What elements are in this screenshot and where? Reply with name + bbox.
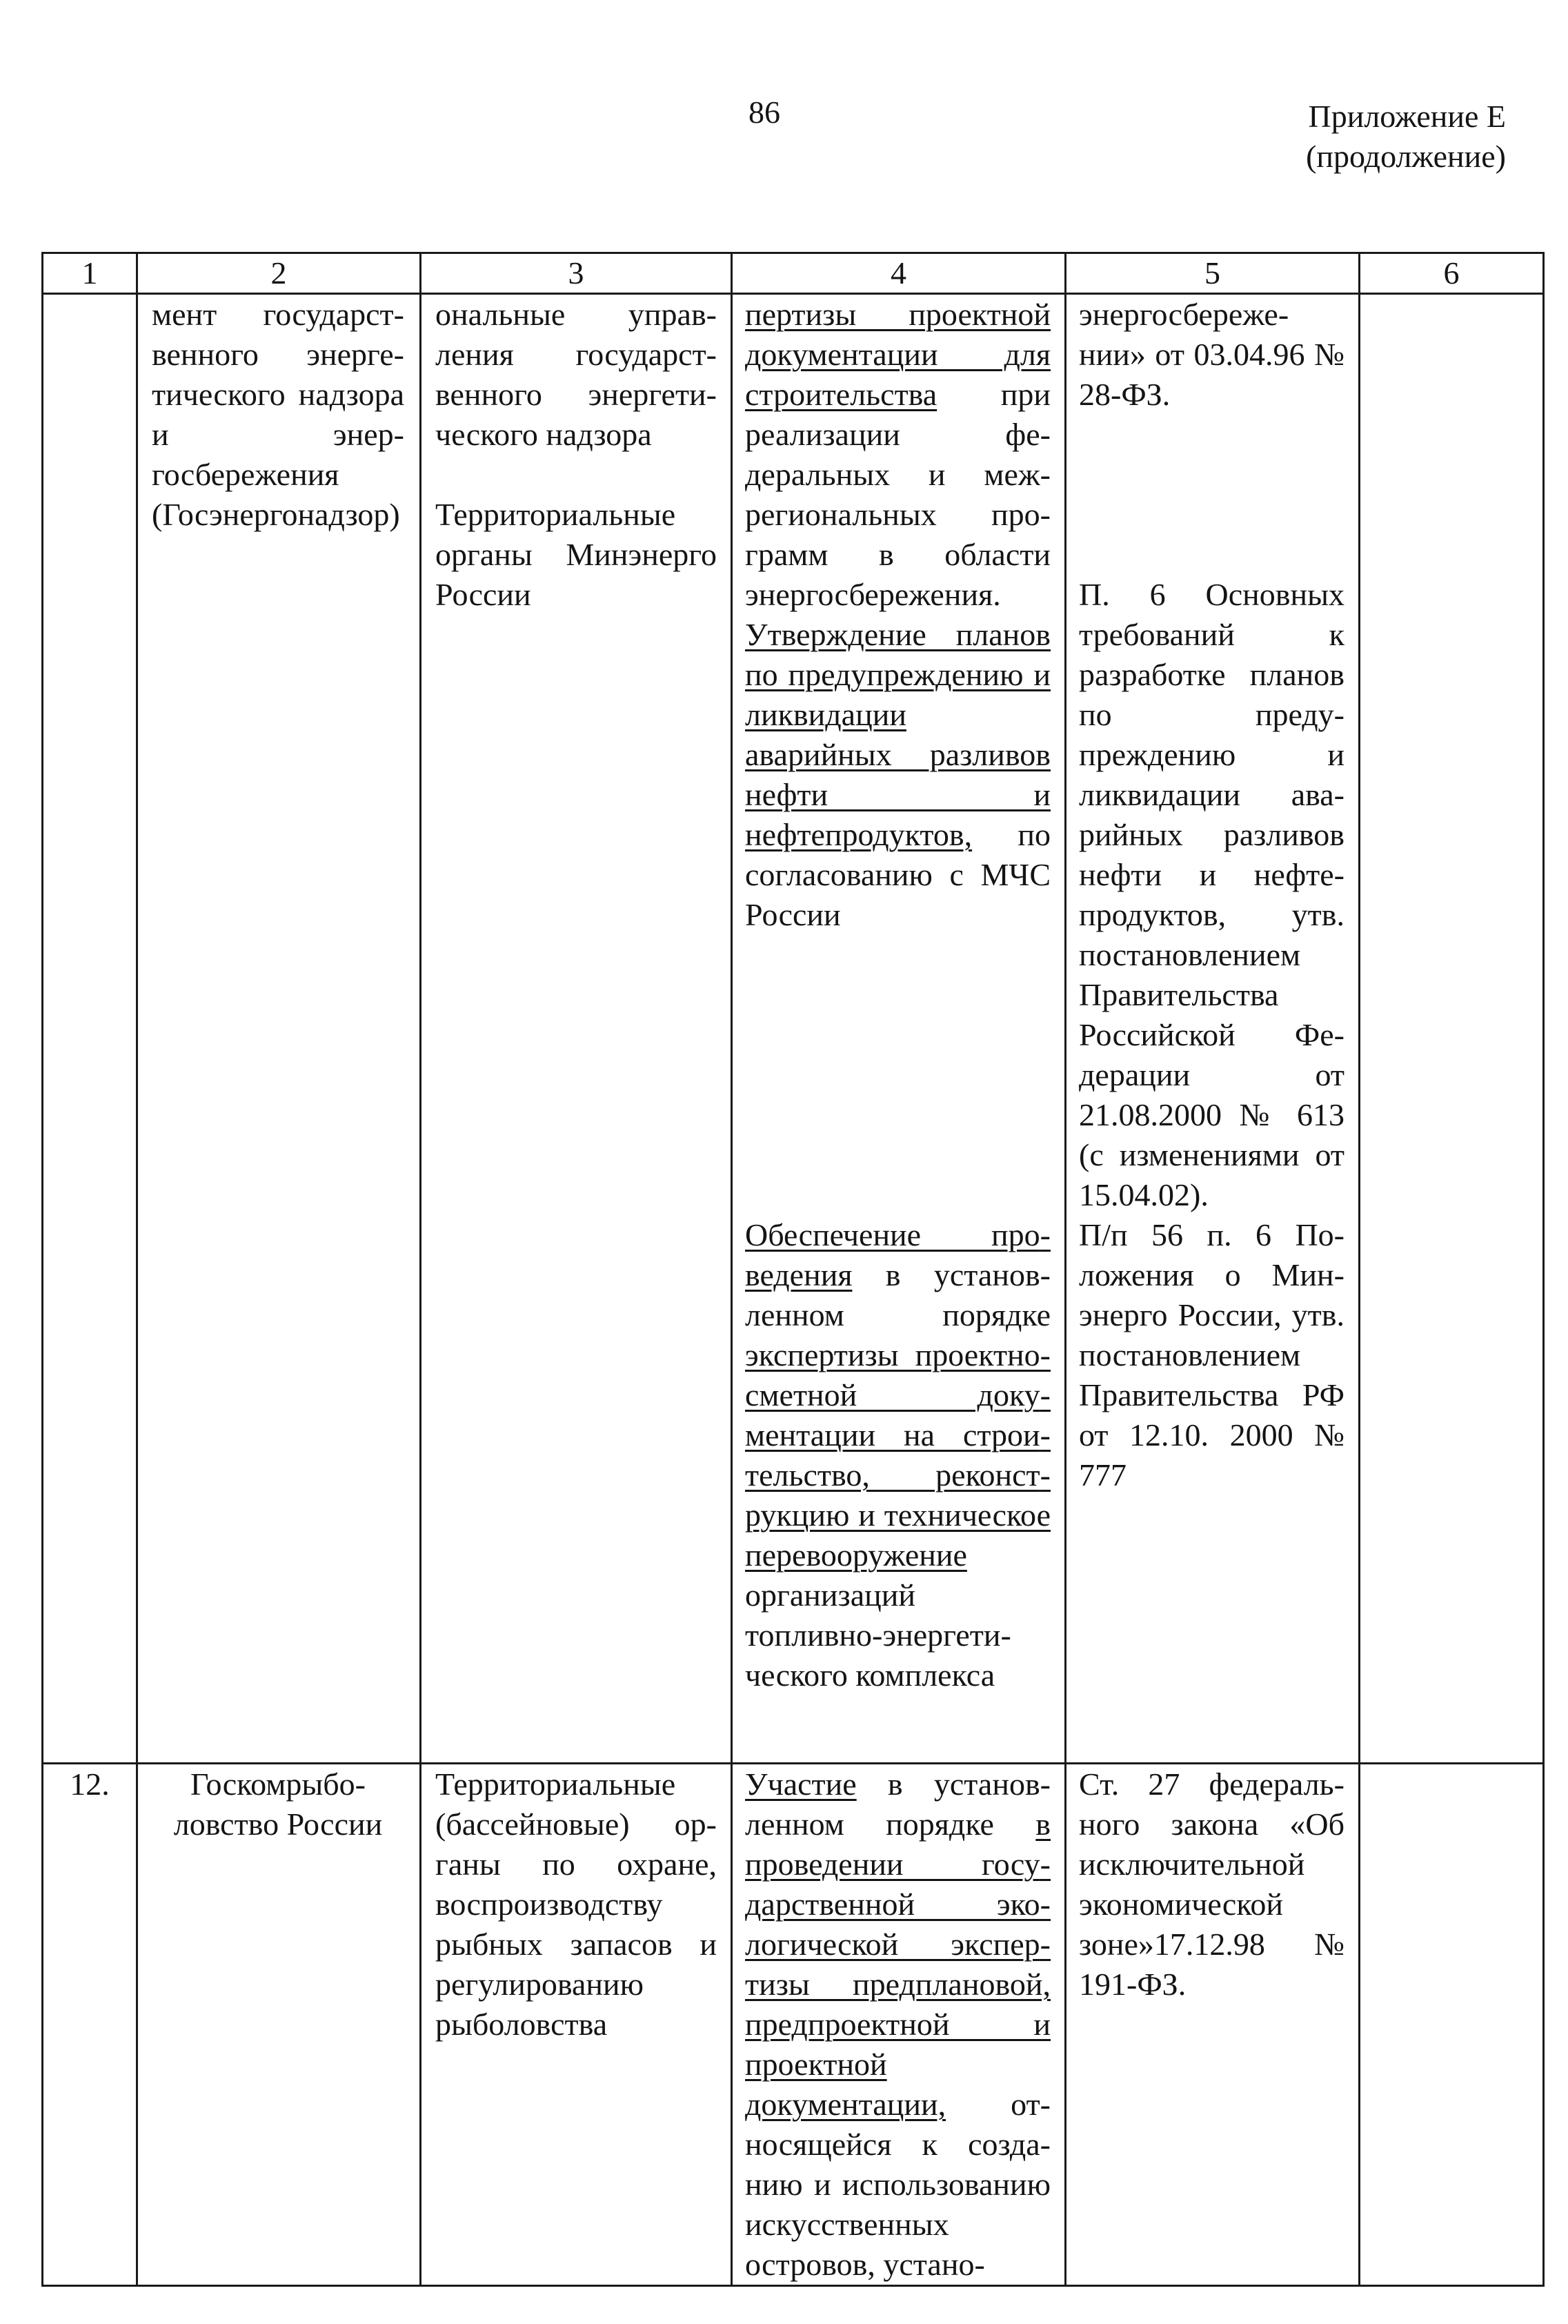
legal-basis-b: П. 6 Основных требований к разработке планов по предупреждению и ликвидации аварийных разливов нефти и нефтепродуктов, утв. постановлением Правительства Российской Федерации от 21.08.2000 № 613 (с изменениями от 15.04.02).	[1079, 577, 1344, 1212]
function-text-1: в установленном порядке	[745, 1766, 1051, 1842]
function-a	[745, 295, 1051, 615]
territorial-bodies-text: Территориальные (бассейновые) органы по охране, воспроизводству рыбных запасов и регулированию рыболовства	[435, 1766, 717, 2042]
territorial-bodies-text-b: Территориальные органы Минэнерго России	[435, 497, 717, 612]
column-header-6: 6	[1360, 253, 1544, 294]
function-c-underlined-2: экспертизы проектно-сметной документации на строительство, реконструкцию и техническое перевооружение	[745, 1337, 1051, 1573]
appendix-header	[1306, 97, 1506, 177]
agency-name-cell	[137, 294, 421, 1764]
territorial-bodies-cell	[421, 294, 732, 1764]
function-text	[745, 1764, 1051, 2285]
row-number-cell: 12.	[43, 1764, 137, 2286]
function-a-underlined: пертизы проектной документации для строительства	[745, 297, 1051, 412]
function-text-2: относящейся к созданию и использованию искусственных островов, устано-	[745, 2087, 1051, 2282]
agency-name-text: Госкомрыболовство России	[173, 1766, 383, 1842]
legal-basis-text: Ст. 27 федерального закона «Об исключительной экономической зоне»17.12.98 № 191-ФЗ.	[1079, 1766, 1344, 2002]
agency-name-cell	[137, 1764, 421, 2286]
column-header-2: 2	[137, 253, 421, 294]
row-number-cell	[43, 294, 137, 1764]
legal-basis-cell	[1066, 1764, 1360, 2286]
function-c	[745, 1215, 1051, 1695]
territorial-bodies-text-a: ональные управления государственного энергетического надзора	[435, 297, 717, 452]
function-b	[745, 615, 1051, 935]
table-row-12	[43, 1764, 1544, 2286]
function-underlined-1: Участие	[745, 1766, 857, 1802]
appendix-title: Приложение Е	[1308, 99, 1506, 134]
territorial-bodies-cell	[421, 1764, 732, 2286]
function-b-underlined: Утверждение планов по предупреждению и ликвидации аварийных разливов нефти и нефтепродуктов,	[745, 617, 1051, 852]
column-header-3: 3	[421, 253, 732, 294]
column-header-4: 4	[732, 253, 1066, 294]
column-number-row	[43, 253, 1544, 294]
column-header-1: 1	[43, 253, 137, 294]
function-c-text-1: в установленном порядке	[745, 1257, 1051, 1332]
functions-cell	[732, 1764, 1066, 2286]
function-a-rest: при реализации федеральных и межрегиональных программ в области энергосбережения.	[745, 377, 1051, 612]
page-number: 86	[748, 95, 780, 130]
appendix-subtitle: (продолжение)	[1306, 139, 1506, 174]
notes-cell	[1360, 1764, 1544, 2286]
functions-cell	[732, 294, 1066, 1764]
notes-cell	[1360, 294, 1544, 1764]
table-row-continuation	[43, 294, 1544, 1764]
agency-name-text: мент государственного энергетического надзора и энергосбережения (Госэнергонадзор)	[152, 297, 404, 532]
legal-basis-cell	[1066, 294, 1360, 1764]
function-c-underlined-1: Обеспечение проведения	[745, 1217, 1051, 1292]
legal-basis-c: П/п 56 п. 6 Положения о Минэнерго России, утв. постановлением Правительства РФ от 12.10. 2000 № 777	[1079, 1217, 1344, 1493]
function-underlined-2: в проведении государственной экологической экспертизы предплановой, предпроектной и проектной документации,	[745, 1806, 1051, 2122]
function-b-rest: по согласованию с МЧС России	[745, 817, 1051, 932]
function-c-text-2: организаций топливно-энергетического комплекса	[745, 1577, 1011, 1693]
column-header-5: 5	[1066, 253, 1360, 294]
regulation-table	[41, 252, 1545, 2287]
legal-basis-a: энергосбережении» от 03.04.96 № 28-ФЗ.	[1079, 297, 1344, 412]
